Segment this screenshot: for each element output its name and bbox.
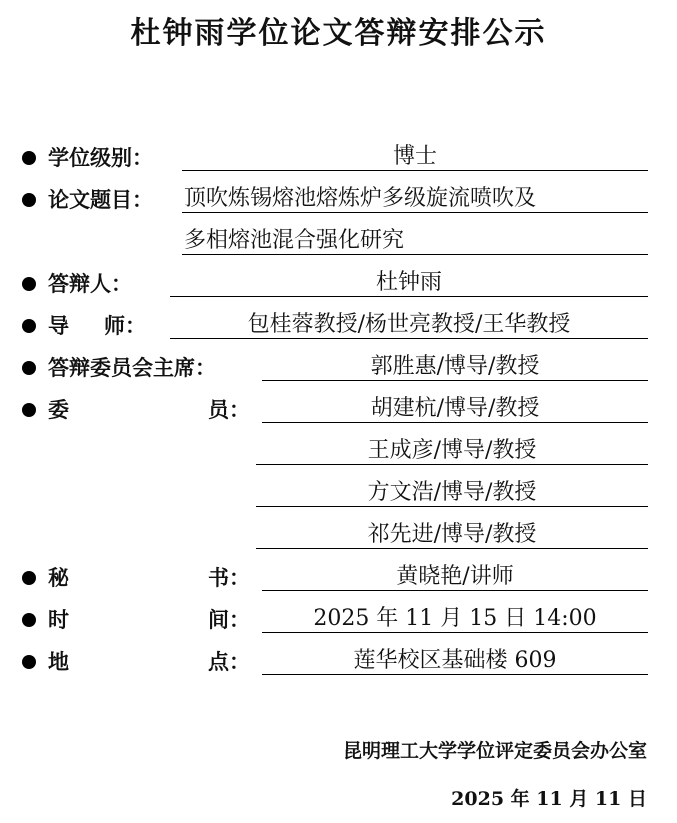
secretary-label-char-2: 书： xyxy=(208,566,250,590)
defender-label: 答辩人： xyxy=(48,272,132,296)
place-value: 莲华校区基础楼 609 xyxy=(262,648,648,675)
row-thesis-continued xyxy=(0,224,677,260)
issuing-office: 昆明理工大学学位评定委员会办公室 xyxy=(342,740,647,762)
members-label xyxy=(48,396,250,424)
advisor-label-char-2: 师： xyxy=(104,314,146,338)
advisor-value: 包桂蓉教授/杨世亮教授/王华教授 xyxy=(170,312,648,339)
time-value: 2025 年 11 月 15 日 14:00 xyxy=(262,606,648,633)
member-value-3: 方文浩/博导/教授 xyxy=(256,480,648,507)
secretary-label xyxy=(48,564,250,592)
issue-date: 2025 年 11 月 11 日 xyxy=(451,788,647,810)
place-label-char-1: 地 xyxy=(48,650,69,674)
member-value-2: 王成彦/博导/教授 xyxy=(256,438,648,465)
chair-label: 答辩委员会主席： xyxy=(48,356,216,380)
thesis-title-line-1: 顶吹炼锡熔池熔炼炉多级旋流喷吹及 xyxy=(182,186,648,213)
place-label-char-2: 点： xyxy=(208,650,250,674)
row-place xyxy=(0,644,677,680)
bullet-icon xyxy=(22,193,36,207)
time-label-char-1: 时 xyxy=(48,608,69,632)
member-value-4: 祁先进/博导/教授 xyxy=(256,522,648,549)
row-thesis xyxy=(0,182,677,218)
row-defender xyxy=(0,266,677,302)
row-time xyxy=(0,602,677,638)
bullet-icon xyxy=(22,403,36,417)
member-value-1: 胡建杭/博导/教授 xyxy=(262,396,648,423)
chair-value: 郭胜惠/博导/教授 xyxy=(262,354,648,381)
secretary-label-char-1: 秘 xyxy=(48,566,69,590)
time-label xyxy=(48,606,250,634)
row-members xyxy=(0,392,677,428)
bullet-icon xyxy=(22,361,36,375)
bullet-icon xyxy=(22,613,36,627)
bullet-icon xyxy=(22,655,36,669)
bullet-icon xyxy=(22,277,36,291)
bullet-icon xyxy=(22,319,36,333)
defender-value: 杜钟雨 xyxy=(170,270,648,297)
members-label-char-2: 员： xyxy=(208,398,250,422)
thesis-label: 论文题目： xyxy=(48,188,153,212)
page-title: 杜钟雨学位论文答辩安排公示 xyxy=(130,16,547,51)
advisor-label xyxy=(48,312,146,340)
bullet-icon xyxy=(22,151,36,165)
row-chair xyxy=(0,350,677,386)
row-secretary xyxy=(0,560,677,596)
place-label xyxy=(48,648,250,676)
time-label-char-2: 间： xyxy=(208,608,250,632)
row-advisor xyxy=(0,308,677,344)
secretary-value: 黄晓艳/讲师 xyxy=(262,564,648,591)
row-member-3 xyxy=(0,476,677,512)
advisor-label-char-1: 导 xyxy=(48,314,69,338)
row-member-4 xyxy=(0,518,677,554)
members-label-char-1: 委 xyxy=(48,398,69,422)
thesis-title-line-2: 多相熔池混合强化研究 xyxy=(182,228,648,255)
degree-label: 学位级别： xyxy=(48,146,153,170)
degree-value: 博士 xyxy=(182,144,648,171)
row-degree xyxy=(0,140,677,176)
bullet-icon xyxy=(22,571,36,585)
row-member-2 xyxy=(0,434,677,470)
